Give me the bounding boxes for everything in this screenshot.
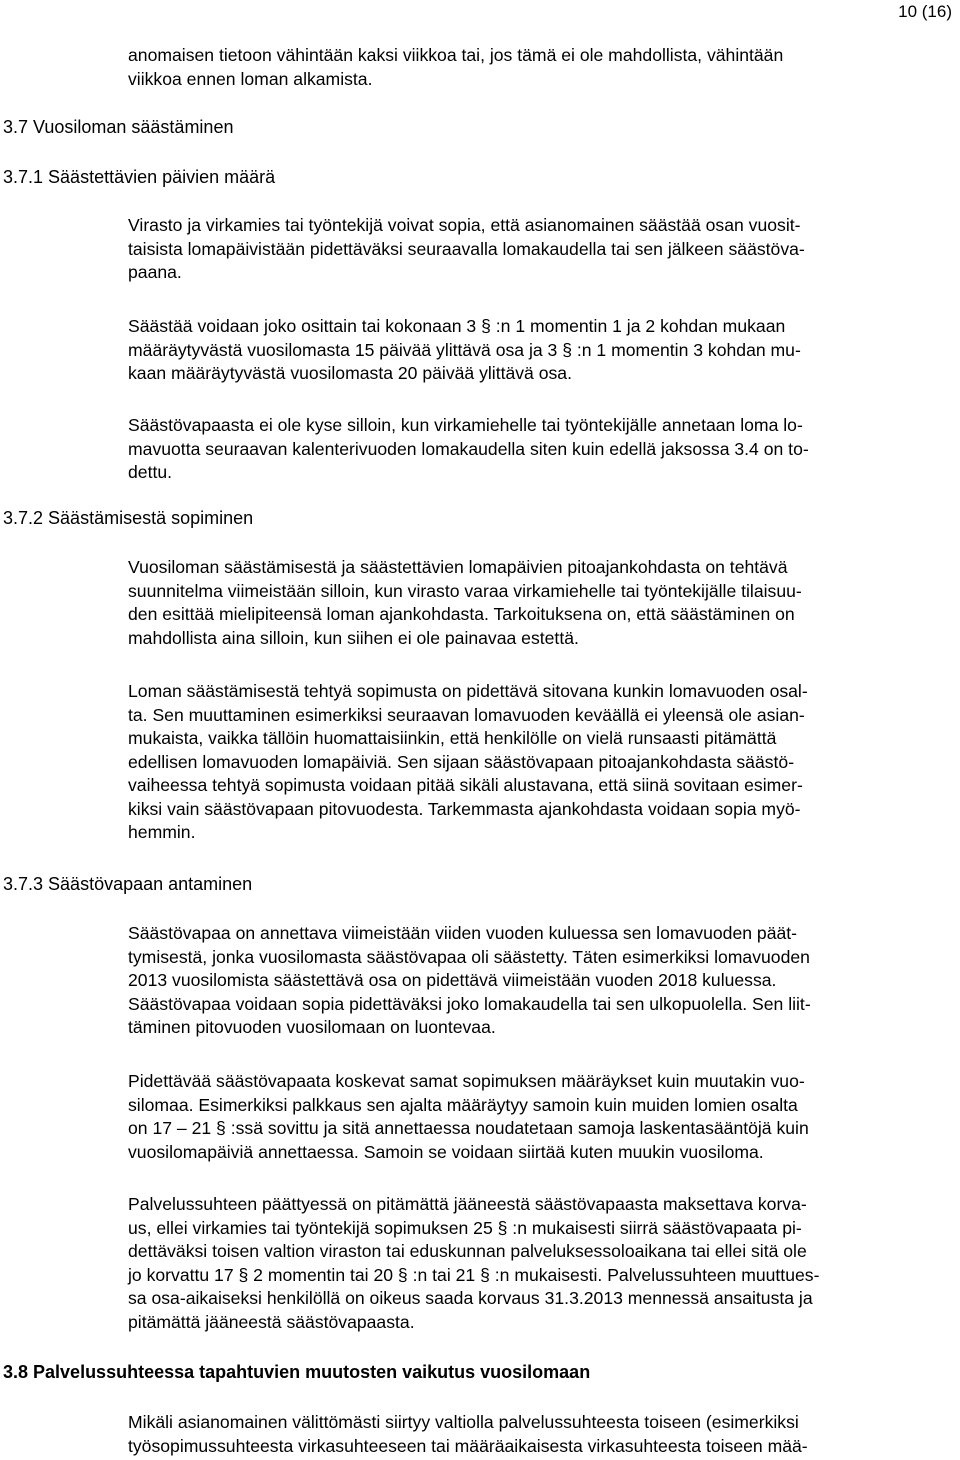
blk-3 [128,214,956,285]
line: on 17 – 21 § :ssä sovittu ja sitä annettaessa noudatetaan samoja laskentasääntöjä kuin [128,1118,809,1138]
line: jo korvattu 17 § 2 momentin tai 20 § :n tai 21 § :n mukaisesti. Palvelussuhteen muuttues- [128,1264,820,1285]
line: vuosilomapäiviä annettaessa. Samoin se voidaan siirtää kuten muukin vuosiloma. [128,1141,764,1162]
heading-3-7-1: 3.7.1 Säästettävien päivien määrä [3,167,276,187]
line: ta. Sen muuttaminen esimerkiksi seuraavan lomavuoden keväällä ei yleensä ole asian- [128,704,805,725]
blk-5 [128,414,956,485]
heading-3-7: 3.7 Vuosiloman säästäminen [3,117,234,137]
line: anomaisen tietoon vähintään kaksi viikkoa tai, jos tämä ei ole mahdollista, vähintään [128,45,784,65]
line: Mikäli asianomainen välittömästi siirtyy valtiolla palvelussuhteesta toiseen (esimerkiksi [128,1412,799,1432]
line: Virasto ja virkamies tai työntekijä voivat sopia, että asianomainen säästää osan vuosit- [128,215,801,235]
line: Säästövapaa voidaan sopia pidettäväksi joko lomakaudella tai sen ulkopuolella. Sen liit- [128,993,811,1014]
line: paana. [128,262,182,282]
line: työsopimussuhteesta virkasuhteeseen tai määräaikaisesta virkasuhteesta toiseen mää- [128,1435,808,1456]
line: vaiheessa tehtyä sopimusta voidaan pitää sikäli alustavana, että siinä sovitaan esimer- [128,775,803,795]
line: silomaa. Esimerkiksi palkkaus sen ajalta määräytyy samoin kuin muiden lomien osalta [128,1094,798,1115]
line: edellisen lomavuoden lomapäiviä. Sen sijaan säästövapaan pitoajankohdasta säästö- [128,751,795,772]
blk-7 [128,556,956,650]
line: taisista lomapäivistään pidettäväksi seuraavalla lomakaudella tai sen jälkeen säästöva- [128,238,805,259]
line: viikkoa ennen loman alkamista. [128,68,373,89]
blk-0 [128,44,956,91]
blk-4 [128,315,956,386]
heading-3-7-2: 3.7.2 Säästämisestä sopiminen [3,508,254,528]
line: us, ellei virkamies tai työntekijä sopimuksen 25 § :n mukaisesti siirrä säästövapaata pi- [128,1217,802,1238]
line: Vuosiloman säästämisestä ja säästettävien lomapäivien pitoajankohdasta on tehtävä [128,557,788,577]
line: Palvelussuhteen päättyessä on pitämättä jääneestä säästövapaasta maksettava korva- [128,1194,807,1214]
line: kaan määräytyvästä vuosilomasta 20 päivää ylittävä osa. [128,363,572,383]
line: Pidettävää säästövapaata koskevat samat sopimuksen määräykset kuin muutakin vuo- [128,1071,805,1091]
line: dettu. [128,462,173,482]
line: suunnitelma viimeistään silloin, kun virasto varaa virkamiehelle tai työntekijälle tilaisuu- [128,580,802,601]
line: Säästövapaasta ei ole kyse silloin, kun virkamiehelle tai työntekijälle annetaan loma lo- [128,415,803,435]
heading-3-8: 3.8 Palvelussuhteessa tapahtuvien muutosten vaikutus vuosilomaan [3,1362,591,1382]
line: den esittää mielipiteensä loman ajankohdasta. Tarkoituksena on, että säästäminen on [128,604,795,624]
line: hemmin. [128,822,196,842]
line: sa osa-aikaiseksi henkilöllä on oikeus saada korvaus 31.3.2013 mennessä ansaitusta ja [128,1288,813,1308]
line: kiksi vain säästövapaan pitovuodesta. Tarkemmasta ajankohdasta voidaan sopia myö- [128,798,801,819]
line: mukaista, vaikka tällöin huomattaisiinkin, että henkilölle on vielä runsaasti pitämättä [128,728,777,748]
line: tymisestä, jonka vuosilomasta säästövapaa oli säästetty. Täten esimerkiksi lomavuoden [128,946,810,967]
blk-11 [128,1070,956,1164]
line: täminen pitovuoden vuosilomaan on luontevaa. [128,1017,496,1037]
line: Säästää voidaan joko osittain tai kokonaan 3 § :n 1 momentin 1 ja 2 kohdan mukaan [128,316,786,336]
line: Loman säästämisestä tehtyä sopimusta on pidettävä sitovana kunkin lomavuoden osal- [128,681,808,701]
blk-12 [128,1193,956,1334]
blk-14 [128,1411,956,1458]
heading-3-7-3: 3.7.3 Säästövapaan antaminen [3,874,253,894]
line: pitämättä jääneestä säästövapaasta. [128,1311,415,1332]
page-number: 10 (16) [898,2,952,21]
blk-8 [128,680,956,845]
line: 2013 vuosilomista säästettävä osa on pidettävä viimeistään vuoden 2018 kuluessa. [128,970,777,990]
line: dettäväksi toisen valtion viraston tai eduskunnan palveluksessoloaikana tai ellei sitä ole [128,1241,807,1261]
line: mahdollista aina silloin, kun siihen ei ole painavaa estettä. [128,627,579,648]
line: määräytyvästä vuosilomasta 15 päivää ylittävä osa ja 3 § :n 1 momentin 3 kohdan mu- [128,339,801,360]
blk-10 [128,922,956,1040]
line: Säästövapaa on annettava viimeistään viiden vuoden kuluessa sen lomavuoden päät- [128,923,798,943]
line: mavuotta seuraavan kalenterivuoden lomakaudella siten kuin edellä jaksossa 3.4 on to- [128,438,809,459]
